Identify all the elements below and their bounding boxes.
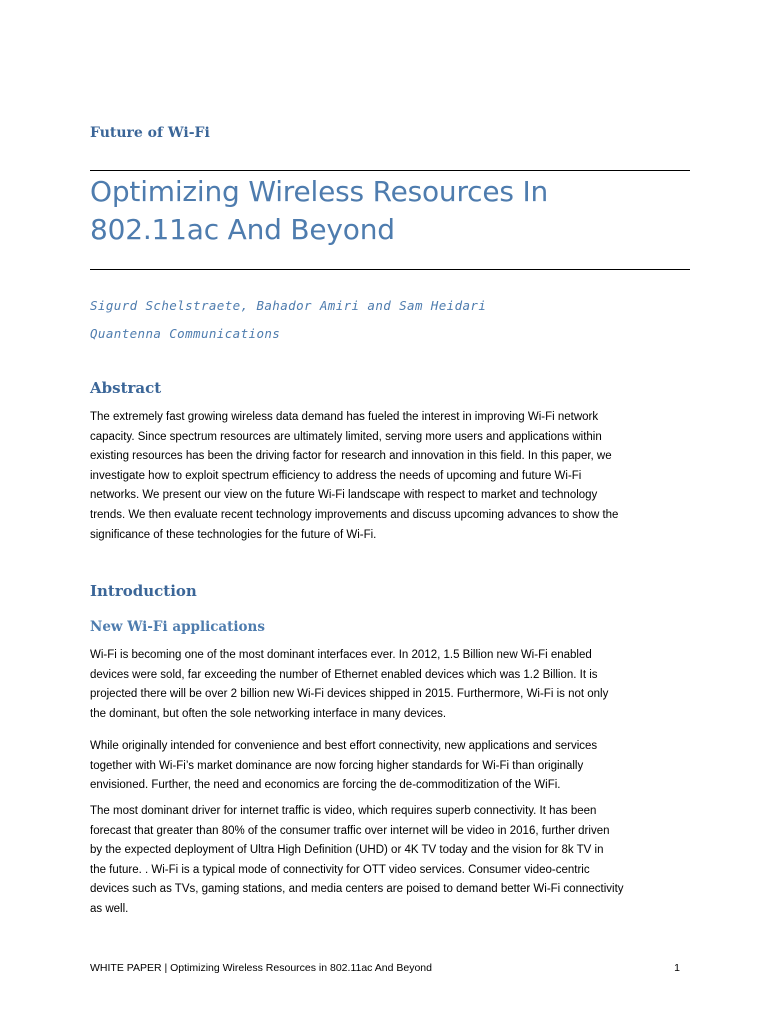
intro-paragraph-1 [90,646,690,724]
intro-paragraph-2 [90,737,690,796]
text-line: Wi-Fi is becoming one of the most dominant interfaces ever. In 2012, 1.5 Billion new Wi-Fi enabled [90,649,592,661]
footer-running-title: WHITE PAPER | Optimizing Wireless Resources in 802.11ac And Beyond [90,962,432,974]
text-line: devices such as TVs, gaming stations, and media centers are poised to demand better Wi-Fi connectivity [90,883,624,896]
text-line: The most dominant driver for internet traffic is video, which requires superb connectivity. It has been [90,805,597,817]
text-line: devices were sold, far exceeding the number of Ethernet enabled devices which was 1.2 Billion. It is [90,668,598,681]
text-line: capacity. Since spectrum resources are ultimately limited, serving more users and applications within [90,430,602,443]
title-line: Optimizing Wireless Resources In [90,175,549,208]
text-line: investigate how to exploit spectrum efficiency to address the needs of upcoming and future Wi-Fi [90,469,582,482]
text-line: together with Wi-Fi’s market dominance are now forcing higher standards for Wi-Fi than originally [90,759,584,772]
text-line: While originally intended for convenience and best effort connectivity, new applications and services [90,740,598,752]
document-title [90,173,690,249]
text-line: networks. We present our view on the future Wi-Fi landscape with respect to market and technology [90,489,598,502]
text-line: the future. . Wi-Fi is a typical mode of connectivity for OTT video services. Consumer video-centric [90,863,590,876]
text-line: projected there will be over 2 billion new Wi-Fi devices shipped in 2015. Furthermore, Wi-Fi is not only [90,688,609,701]
affiliation: Quantenna Communications [90,326,281,341]
authors: Sigurd Schelstraete, Bahador Amiri and Sam Heidari [90,298,487,313]
page-number: 1 [674,962,680,974]
text-line: as well. [90,902,129,915]
intro-paragraph-3 [90,802,690,920]
introduction-heading: Introduction [90,582,197,600]
text-line: significance of these technologies for the future of Wi-Fi. [90,528,377,541]
text-line: existing resources has been the driving factor for research and innovation in this field. In this paper, we [90,450,612,463]
text-line: trends. We then evaluate recent technology improvements and discuss upcoming advances to show the [90,508,619,521]
text-line: the dominant, but often the sole networking interface in many devices. [90,707,447,720]
text-line: envisioned. Further, the need and economics are forcing the de-commoditization of the WiFi. [90,779,561,792]
abstract-heading: Abstract [90,379,162,397]
text-line: The extremely fast growing wireless data demand has fueled the interest in improving Wi-Fi network [90,411,599,423]
document-kicker: Future of Wi-Fi [90,125,210,141]
title-rule-bottom [90,269,690,270]
title-line: 802.11ac And Beyond [90,213,395,246]
title-rule-top [90,170,690,171]
new-wifi-applications-subheading: New Wi-Fi applications [90,619,265,635]
text-line: by the expected deployment of Ultra High Definition (UHD) or 4K TV today and the vision for 8k TV in [90,844,604,857]
text-line: forecast that greater than 80% of the consumer traffic over internet will be video in 2016, further driven [90,824,610,837]
abstract-paragraph [90,408,690,545]
